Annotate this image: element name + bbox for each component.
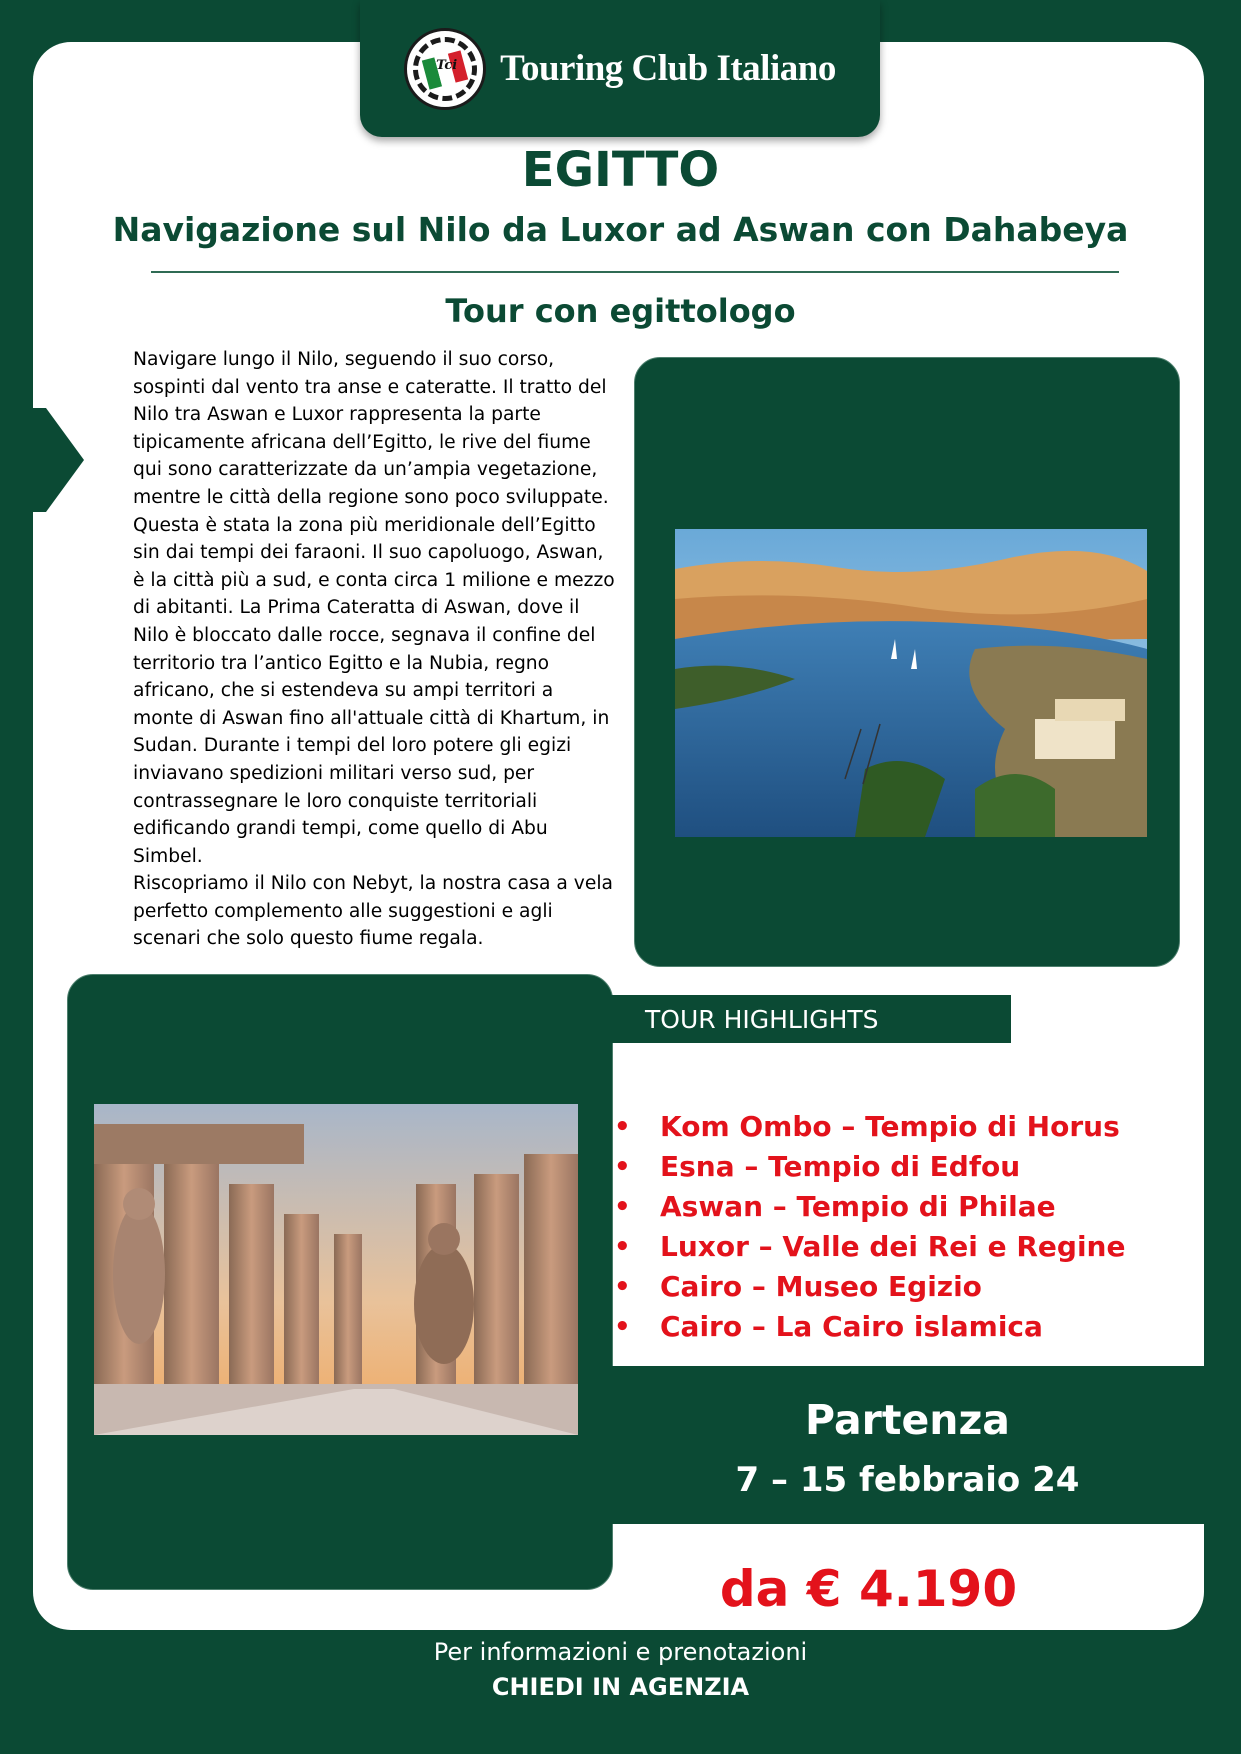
departure-label: Partenza [805,1396,1010,1444]
tci-emblem-icon: Tci [404,28,486,110]
list-item: • Esna – Tempio di Edfou [611,1147,1125,1187]
list-item: • Cairo – La Cairo islamica [611,1307,1125,1347]
list-item: • Cairo – Museo Egizio [611,1267,1125,1307]
highlights-list [611,1107,1125,1347]
tour-type-heading: Tour con egittologo [445,292,796,330]
footer-cta: CHIEDI IN AGENZIA [491,1673,750,1701]
title-divider [151,271,1119,273]
list-item: • Kom Ombo – Tempio di Horus [611,1107,1125,1147]
temple-photo-frame [67,974,613,1590]
list-item: • Luxor – Valle dei Rei e Regine [611,1227,1125,1267]
price: da € 4.190 [719,1560,1018,1618]
tour-highlights-heading: TOUR HIGHLIGHTS [611,995,1011,1043]
nile-river-photo [675,529,1147,837]
footer-info: Per informazioni e prenotazioni [433,1638,808,1666]
list-item: • Aswan – Tempio di Philae [611,1187,1125,1227]
brand-name: Touring Club Italiano [500,48,836,89]
tour-description [133,346,619,953]
page-subtitle: Navigazione sul Nilo da Luxor ad Aswan con Dahabeya [112,210,1129,249]
departure-dates: 7 – 15 febbraio 24 [735,1460,1080,1500]
departure-band [611,1366,1204,1524]
description-paragraph: Navigare lungo il Nilo, seguendo il suo corso, sospinti dal vento tra anse e cateratte. Il tratto del Nilo tra Aswan e Luxor rappresenta la parte tipicamente africana dell’Egitto, le rive del fiume qui sono caratterizzate da un’ampia vegetazione, mentre le città della regione sono poco sviluppate. Questa è stata la zona più meridionale dell’Egitto sin dai tempi dei faraoni. Il suo capoluogo, Aswan, è la città più a sud, e conta circa 1 milione e mezzo di abitanti. La Prima Cateratta di Aswan, dove il Nilo è bloccato dalle rocce, segnava il confine del territorio tra l’antico Egitto e la Nubia, regno africano, che si estendeva su ampi territori a monte di Aswan fino all'attuale città di Khartum, in Sudan. Durante i tempi del loro potere gli egizi inviavano spedizioni militari verso sud, per contrassegnare le loro conquiste territoriali edificando grandi tempi, come quello di Abu Simbel. [133,349,615,867]
description-paragraph: Riscopriamo il Nilo con Nebyt, la nostra casa a vela perfetto complemento alle suggestioni e agli scenari che solo questo fiume regala. [133,873,613,950]
luxor-temple-photo [94,1104,578,1435]
header-logo-tab [360,0,880,137]
nile-photo-frame [634,357,1180,967]
page-title: EGITTO [521,142,720,198]
